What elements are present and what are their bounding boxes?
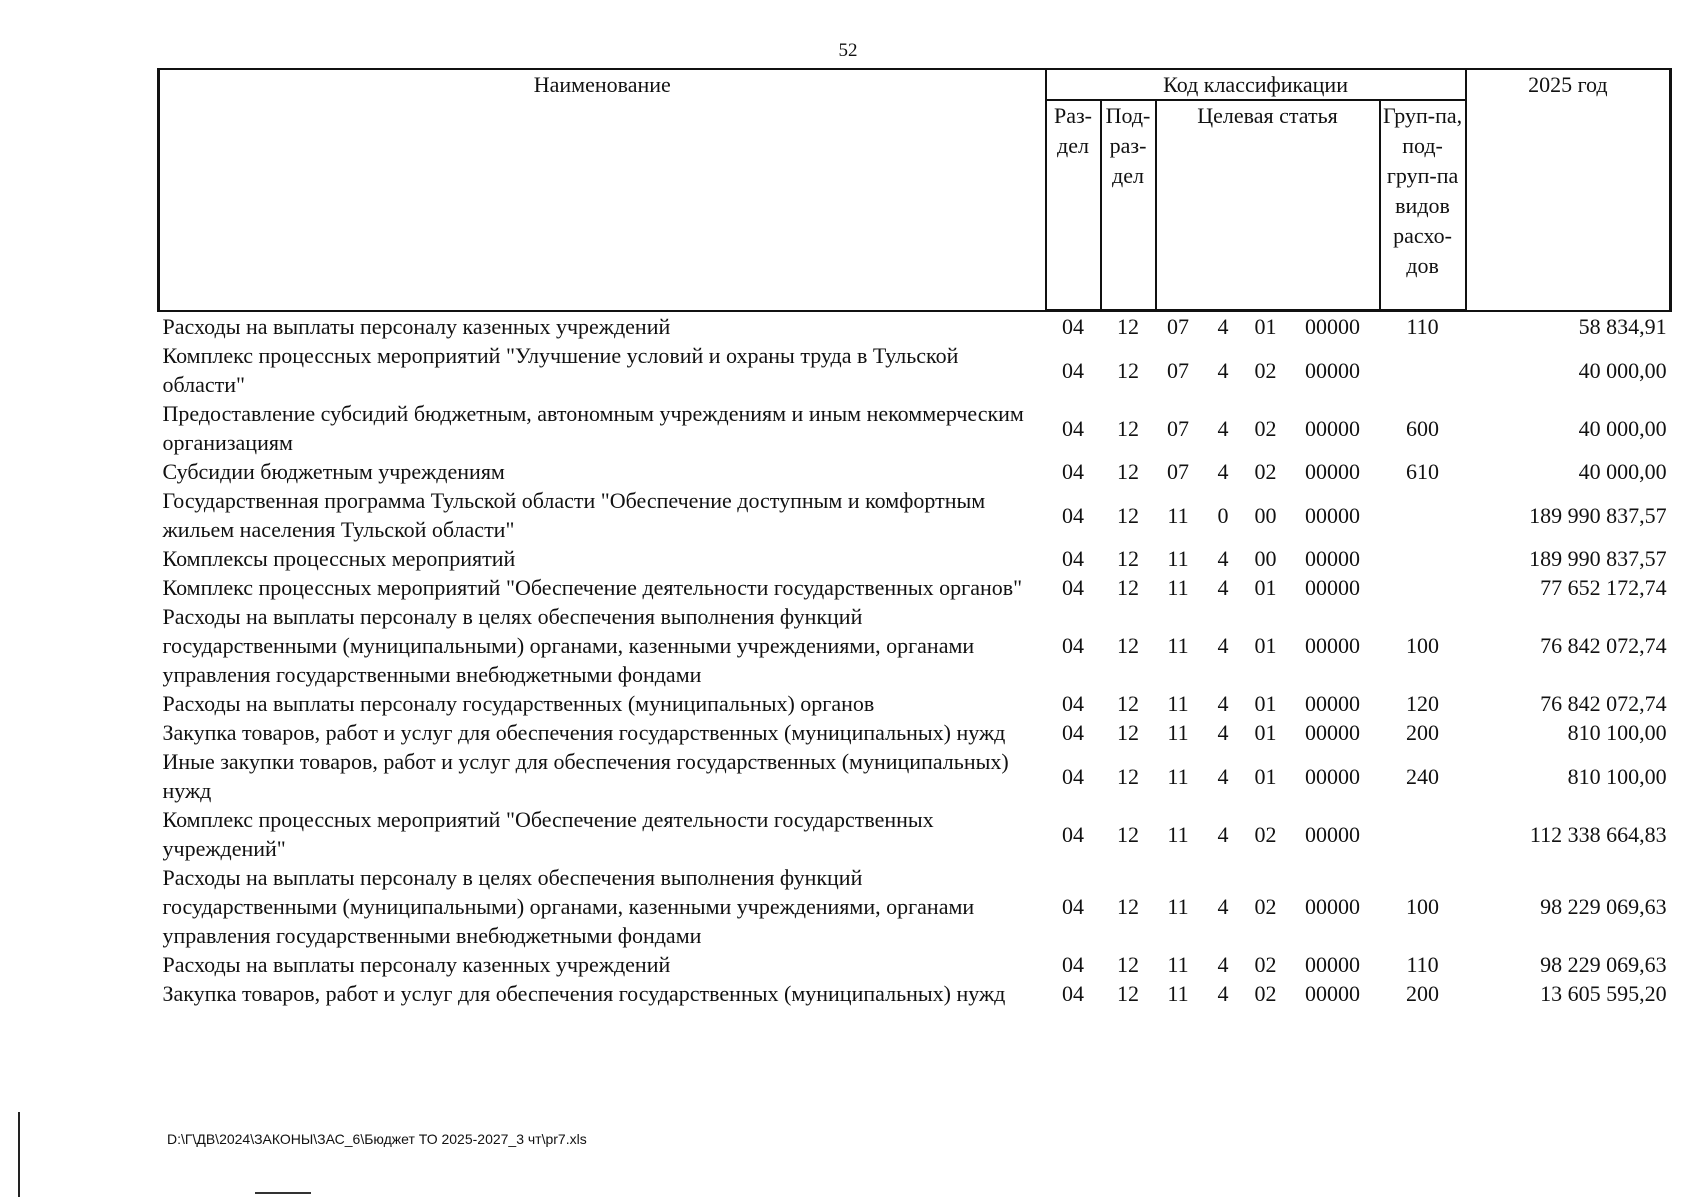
row-amount: 40 000,00 bbox=[1578, 357, 1667, 383]
row-cs-type: 4 bbox=[1217, 720, 1229, 745]
row-group bbox=[1380, 486, 1466, 544]
row-cs-direction: 00000 bbox=[1305, 502, 1360, 528]
row-group bbox=[1380, 341, 1466, 399]
row-group: 100 bbox=[1406, 894, 1440, 919]
row-cs-direction: 00000 bbox=[1305, 357, 1360, 383]
table-row bbox=[159, 602, 1671, 689]
file-path: D:\Г\ДВ\2024\ЗАКОНЫ\ЗАС_6\Бюджет ТО 2025-2027_3 чт\pr7.xls bbox=[167, 1131, 587, 1147]
row-group: 200 bbox=[1406, 720, 1440, 745]
row-amount: 76 842 072,74 bbox=[1540, 633, 1667, 658]
row-cs-program: 11 bbox=[1167, 720, 1189, 745]
row-razdel: 04 bbox=[1062, 981, 1084, 1006]
row-cs-program: 11 bbox=[1167, 821, 1189, 847]
row-cs-direction: 00000 bbox=[1305, 691, 1360, 716]
row-cs-program: 07 bbox=[1167, 459, 1189, 484]
table-row bbox=[159, 573, 1671, 602]
budget-table bbox=[157, 68, 1672, 1008]
row-amount: 810 100,00 bbox=[1567, 763, 1667, 789]
row-razdel: 04 bbox=[1062, 894, 1084, 919]
row-cs-complex: 01 bbox=[1254, 575, 1277, 600]
row-cs-program: 11 bbox=[1167, 633, 1189, 658]
row-name: Расходы на выплаты персоналу казенных учреждений bbox=[162, 952, 671, 977]
row-name: Комплекс процессных мероприятий "Обеспечение деятельности государственных органов" bbox=[162, 575, 1023, 600]
row-cs-program: 11 bbox=[1167, 502, 1189, 528]
row-amount: 40 000,00 bbox=[1578, 415, 1667, 441]
row-podrazdel: 12 bbox=[1117, 821, 1139, 847]
row-cs-complex: 02 bbox=[1254, 357, 1277, 383]
row-cs-complex: 00 bbox=[1254, 546, 1277, 571]
row-amount: 13 605 595,20 bbox=[1540, 981, 1667, 1006]
row-podrazdel: 12 bbox=[1117, 981, 1139, 1006]
row-cs-complex: 00 bbox=[1254, 502, 1277, 528]
row-cs-type: 4 bbox=[1217, 894, 1229, 919]
row-amount: 58 834,91 bbox=[1578, 313, 1667, 339]
row-podrazdel: 12 bbox=[1117, 502, 1139, 528]
row-razdel: 04 bbox=[1062, 575, 1084, 600]
row-podrazdel: 12 bbox=[1117, 894, 1139, 919]
row-podrazdel: 12 bbox=[1117, 314, 1139, 339]
row-cs-type: 4 bbox=[1217, 633, 1229, 658]
table-row bbox=[159, 399, 1671, 457]
row-amount: 189 990 837,57 bbox=[1529, 546, 1667, 571]
row-cs-direction: 00000 bbox=[1305, 633, 1360, 658]
row-cs-program: 11 bbox=[1167, 691, 1189, 716]
row-cs-program: 07 bbox=[1167, 357, 1189, 383]
row-podrazdel: 12 bbox=[1117, 546, 1139, 571]
row-cs-type: 4 bbox=[1217, 546, 1229, 571]
row-razdel: 04 bbox=[1062, 821, 1084, 847]
table-row bbox=[159, 863, 1671, 950]
row-razdel: 04 bbox=[1062, 459, 1084, 484]
table-row bbox=[159, 950, 1671, 979]
row-razdel: 04 bbox=[1062, 763, 1084, 789]
bottom-stroke bbox=[255, 1192, 311, 1194]
table-row bbox=[159, 805, 1671, 863]
row-name: Субсидии бюджетным учреждениям bbox=[162, 459, 505, 484]
row-name: Расходы на выплаты персоналу государственных (муниципальных) органов bbox=[162, 691, 875, 716]
row-cs-program: 11 bbox=[1167, 894, 1189, 919]
row-amount: 76 842 072,74 bbox=[1540, 691, 1667, 716]
header-group: Груп-па, под-груп-па видов расхо-дов bbox=[1380, 100, 1466, 311]
header-year: 2025 год bbox=[1466, 69, 1671, 311]
row-cs-direction: 00000 bbox=[1305, 720, 1360, 745]
row-cs-type: 4 bbox=[1217, 763, 1229, 789]
row-podrazdel: 12 bbox=[1117, 633, 1139, 658]
table-header bbox=[159, 69, 1671, 311]
table-row bbox=[159, 544, 1671, 573]
row-razdel: 04 bbox=[1062, 691, 1084, 716]
row-cs-program: 11 bbox=[1167, 952, 1189, 977]
row-cs-complex: 02 bbox=[1254, 981, 1277, 1006]
row-cs-complex: 02 bbox=[1254, 415, 1277, 441]
row-name: Иные закупки товаров, работ и услуг для обеспечения государственных (муниципальных) нужд bbox=[162, 749, 1009, 803]
row-group: 600 bbox=[1406, 415, 1440, 441]
row-cs-type: 4 bbox=[1217, 691, 1229, 716]
row-cs-complex: 01 bbox=[1254, 763, 1277, 789]
row-amount: 98 229 069,63 bbox=[1540, 894, 1667, 919]
row-cs-complex: 02 bbox=[1254, 894, 1277, 919]
row-cs-type: 4 bbox=[1217, 314, 1229, 339]
row-cs-program: 11 bbox=[1167, 763, 1189, 789]
row-cs-direction: 00000 bbox=[1305, 952, 1360, 977]
table-row bbox=[159, 689, 1671, 718]
row-name: Комплекс процессных мероприятий "Обеспечение деятельности государственных учреждений" bbox=[162, 807, 934, 861]
table-row bbox=[159, 979, 1671, 1008]
row-cs-complex: 02 bbox=[1254, 821, 1277, 847]
row-group bbox=[1380, 544, 1466, 573]
row-cs-complex: 01 bbox=[1254, 314, 1277, 339]
row-name: Комплекс процессных мероприятий "Улучшение условий и охраны труда в Тульской области" bbox=[162, 343, 959, 397]
row-group bbox=[1380, 805, 1466, 863]
row-cs-direction: 00000 bbox=[1305, 415, 1360, 441]
row-razdel: 04 bbox=[1062, 314, 1084, 339]
row-cs-complex: 01 bbox=[1254, 720, 1277, 745]
row-cs-type: 4 bbox=[1217, 952, 1229, 977]
row-podrazdel: 12 bbox=[1117, 720, 1139, 745]
row-podrazdel: 12 bbox=[1117, 415, 1139, 441]
table-row bbox=[159, 457, 1671, 486]
row-amount: 40 000,00 bbox=[1578, 459, 1667, 484]
row-cs-direction: 00000 bbox=[1305, 894, 1360, 919]
row-cs-complex: 02 bbox=[1254, 459, 1277, 484]
row-razdel: 04 bbox=[1062, 633, 1084, 658]
row-razdel: 04 bbox=[1062, 952, 1084, 977]
row-cs-program: 07 bbox=[1167, 415, 1189, 441]
row-razdel: 04 bbox=[1062, 502, 1084, 528]
row-podrazdel: 12 bbox=[1117, 459, 1139, 484]
row-name: Государственная программа Тульской области "Обеспечение доступным и комфортным жильем населения Тульской области" bbox=[162, 488, 986, 542]
row-podrazdel: 12 bbox=[1117, 357, 1139, 383]
page-number: 52 bbox=[838, 40, 858, 61]
row-name: Закупка товаров, работ и услуг для обеспечения государственных (муниципальных) нужд bbox=[162, 981, 1006, 1006]
row-cs-complex: 01 bbox=[1254, 633, 1277, 658]
row-name: Расходы на выплаты персоналу казенных учреждений bbox=[162, 313, 671, 339]
row-cs-type: 4 bbox=[1217, 357, 1229, 383]
table-row bbox=[159, 341, 1671, 399]
row-amount: 189 990 837,57 bbox=[1529, 502, 1667, 528]
row-cs-program: 11 bbox=[1167, 546, 1189, 571]
table-body bbox=[159, 311, 1671, 1009]
row-cs-direction: 00000 bbox=[1305, 575, 1360, 600]
row-podrazdel: 12 bbox=[1117, 575, 1139, 600]
row-group bbox=[1380, 573, 1466, 602]
row-razdel: 04 bbox=[1062, 546, 1084, 571]
table-row bbox=[159, 718, 1671, 747]
row-podrazdel: 12 bbox=[1117, 952, 1139, 977]
row-razdel: 04 bbox=[1062, 357, 1084, 383]
row-group: 200 bbox=[1406, 981, 1440, 1006]
row-cs-type: 4 bbox=[1217, 981, 1229, 1006]
table-row bbox=[159, 747, 1671, 805]
row-name: Комплексы процессных мероприятий bbox=[162, 546, 516, 571]
row-cs-program: 07 bbox=[1167, 314, 1189, 339]
row-cs-program: 11 bbox=[1167, 981, 1189, 1006]
row-cs-type: 4 bbox=[1217, 575, 1229, 600]
row-group: 610 bbox=[1406, 459, 1440, 484]
row-amount: 810 100,00 bbox=[1567, 720, 1667, 745]
header-target-article: Целевая статья bbox=[1156, 100, 1380, 311]
row-cs-type: 4 bbox=[1217, 821, 1229, 847]
row-group: 110 bbox=[1406, 314, 1439, 339]
row-cs-direction: 00000 bbox=[1305, 763, 1360, 789]
row-group: 110 bbox=[1406, 952, 1439, 977]
row-podrazdel: 12 bbox=[1117, 763, 1139, 789]
row-amount: 98 229 069,63 bbox=[1540, 952, 1667, 977]
row-cs-program: 11 bbox=[1167, 575, 1189, 600]
header-name: Наименование bbox=[159, 69, 1046, 311]
row-group: 100 bbox=[1406, 633, 1440, 658]
row-name: Закупка товаров, работ и услуг для обеспечения государственных (муниципальных) нужд bbox=[162, 720, 1006, 745]
header-classification: Код классификации bbox=[1046, 69, 1466, 100]
row-cs-type: 4 bbox=[1217, 415, 1229, 441]
row-amount: 112 338 664,83 bbox=[1529, 821, 1667, 847]
row-cs-direction: 00000 bbox=[1305, 821, 1360, 847]
header-podrazdel: Под-раз-дел bbox=[1101, 100, 1156, 311]
row-podrazdel: 12 bbox=[1117, 691, 1139, 716]
row-cs-type: 4 bbox=[1217, 459, 1229, 484]
row-name: Расходы на выплаты персоналу в целях обеспечения выполнения функций государственными (муниципальными) органами, казенными учреждениями, органами управления государственными внебюджетными фондами bbox=[162, 604, 975, 687]
header-razdel: Раз-дел bbox=[1046, 100, 1101, 311]
margin-line bbox=[18, 1112, 20, 1197]
row-cs-complex: 02 bbox=[1254, 952, 1277, 977]
row-group: 120 bbox=[1406, 691, 1440, 716]
table-row bbox=[159, 311, 1671, 342]
row-cs-direction: 00000 bbox=[1305, 459, 1360, 484]
row-name: Предоставление субсидий бюджетным, автономным учреждениям и иным некоммерческим организациям bbox=[162, 401, 1024, 455]
row-razdel: 04 bbox=[1062, 415, 1084, 441]
row-cs-direction: 00000 bbox=[1305, 314, 1360, 339]
row-cs-type: 0 bbox=[1217, 502, 1229, 528]
row-name: Расходы на выплаты персоналу в целях обеспечения выполнения функций государственными (муниципальными) органами, казенными учреждениями, органами управления государственными внебюджетными фондами bbox=[162, 865, 975, 948]
row-cs-complex: 01 bbox=[1254, 691, 1277, 716]
row-razdel: 04 bbox=[1062, 720, 1084, 745]
table-row bbox=[159, 486, 1671, 544]
row-cs-direction: 00000 bbox=[1305, 981, 1360, 1006]
row-amount: 77 652 172,74 bbox=[1540, 575, 1667, 600]
row-cs-direction: 00000 bbox=[1305, 546, 1360, 571]
row-group: 240 bbox=[1406, 763, 1440, 789]
